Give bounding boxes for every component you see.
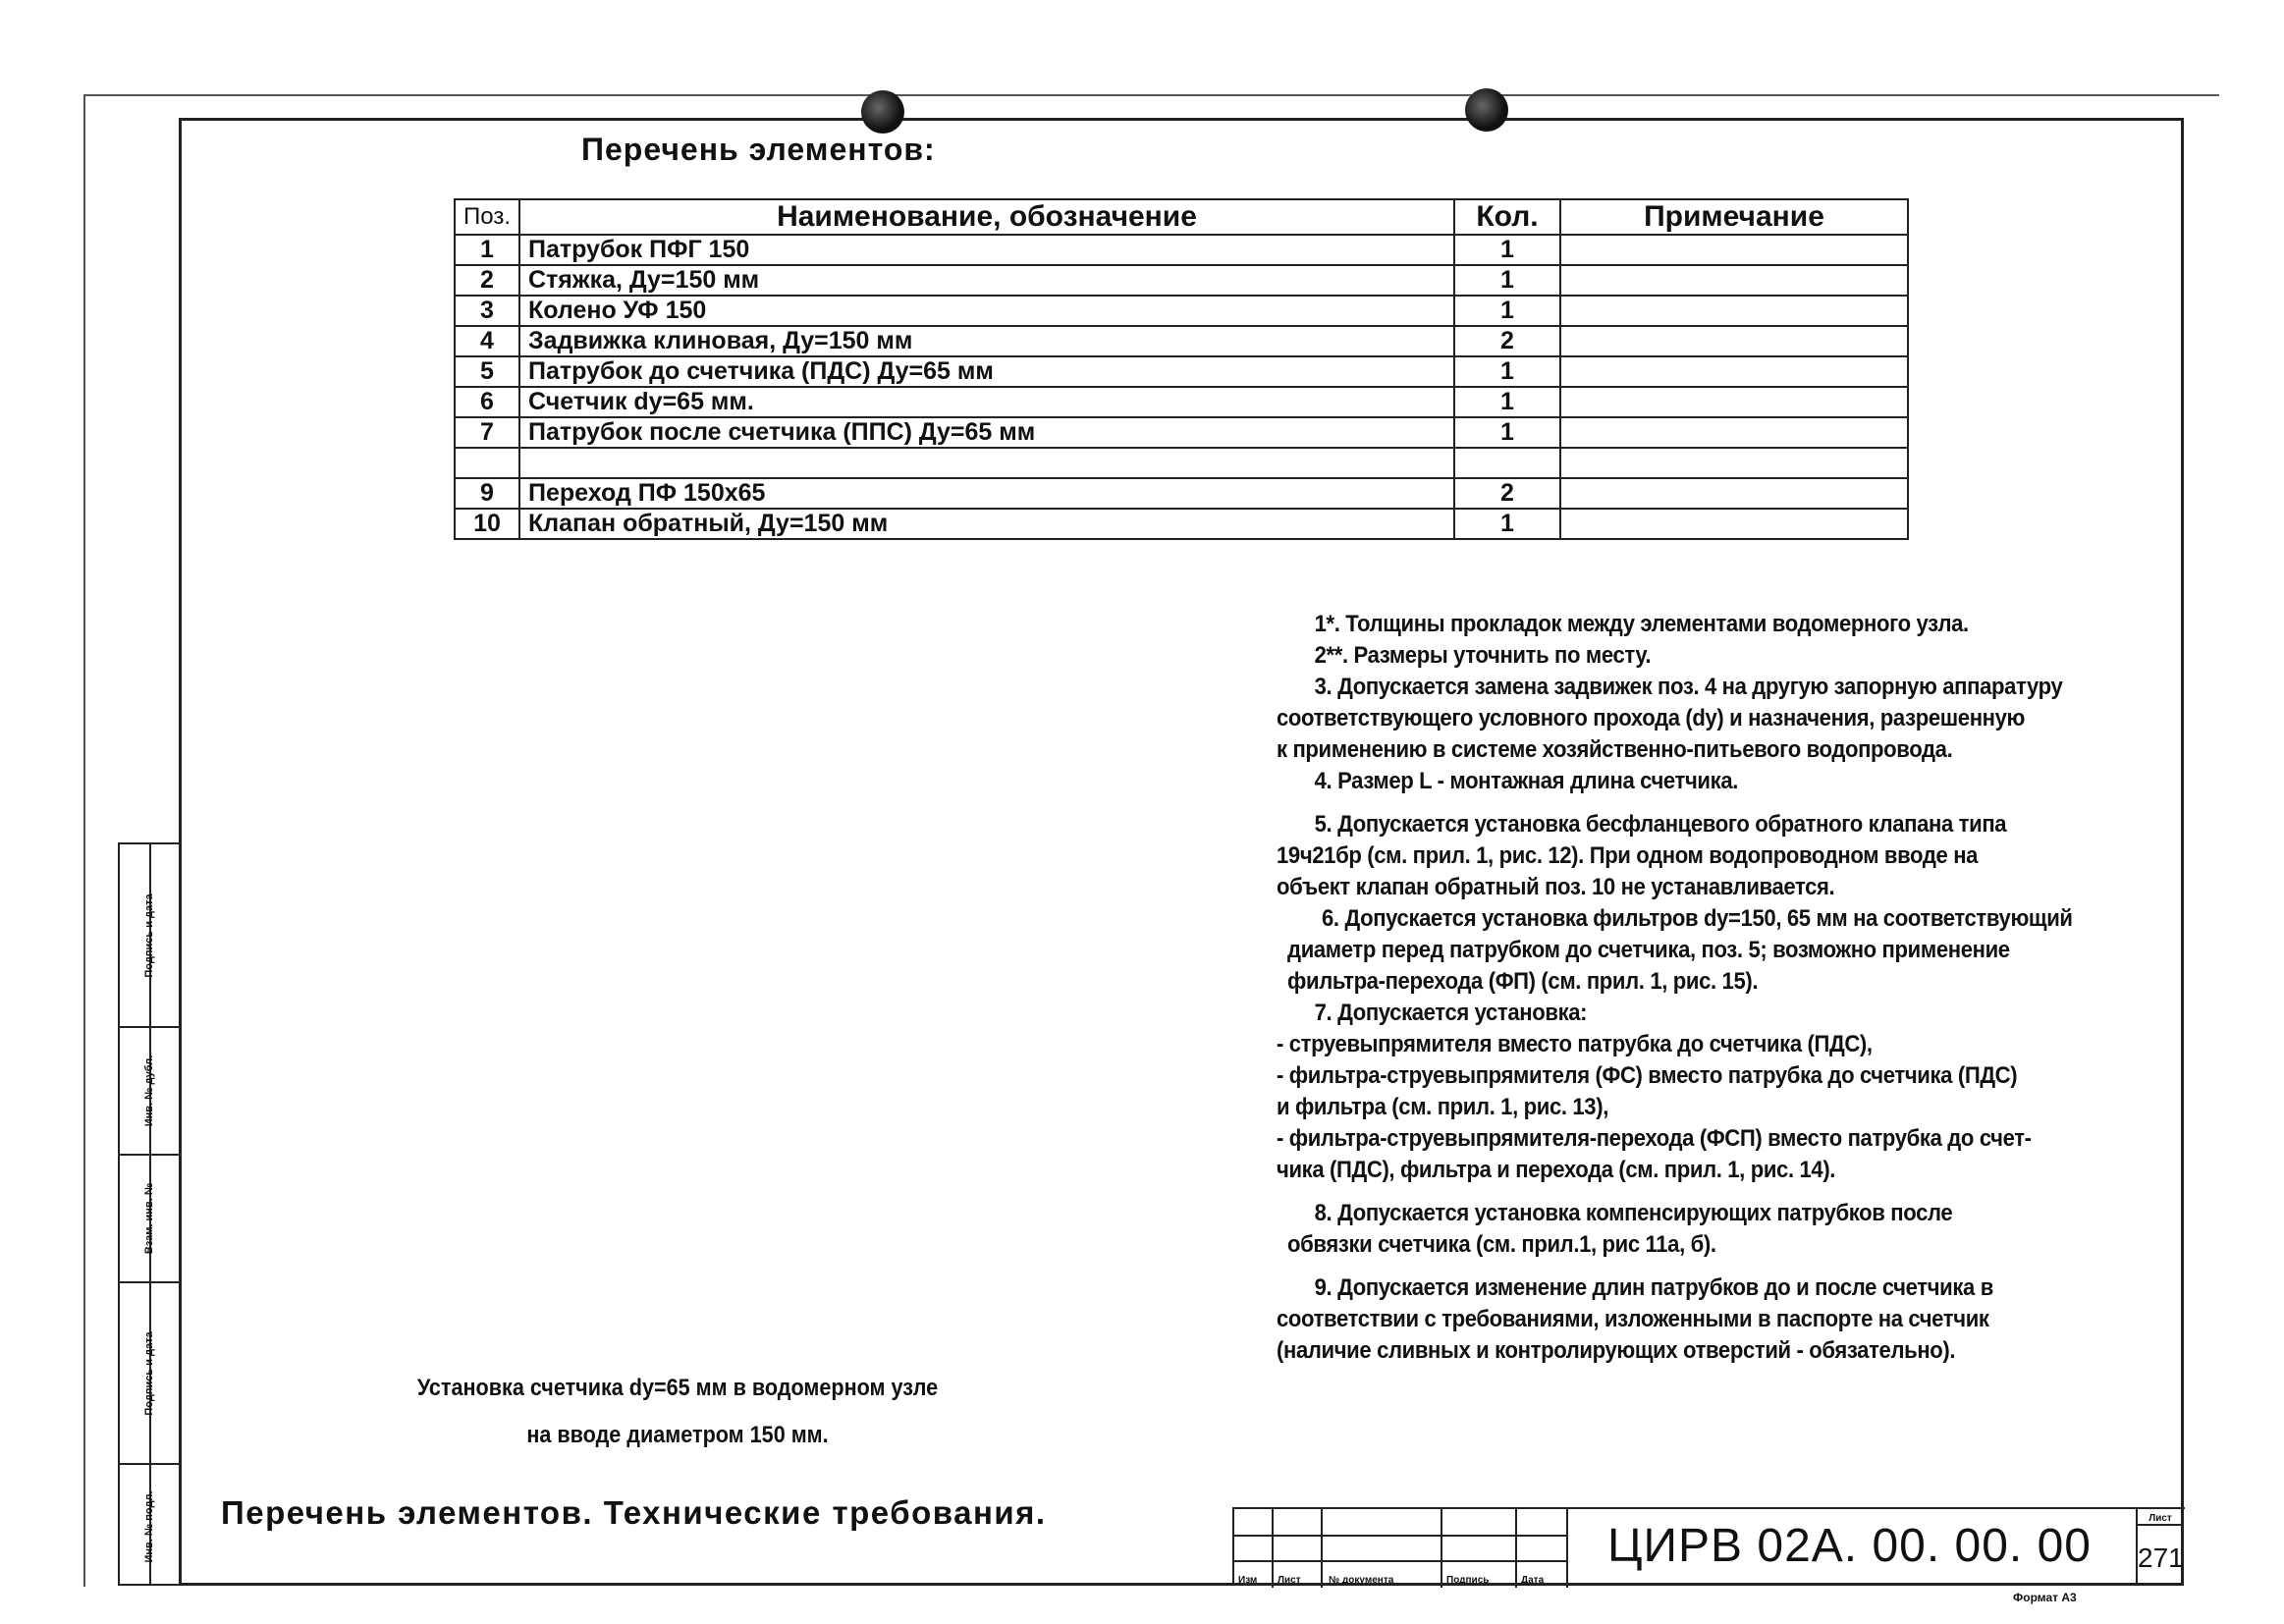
note-line: 3. Допускается замена задвижек поз. 4 на другую запорную аппаратуру bbox=[1314, 674, 2063, 700]
cell-note bbox=[1560, 509, 1908, 539]
document-code: ЦИРВ 02А. 00. 00. 00 bbox=[1607, 1520, 2092, 1572]
cell-name: Задвижка клиновая, Ду=150 мм bbox=[519, 326, 1454, 356]
caption-line: Установка счетчика dy=65 мм в водомерном узле bbox=[416, 1375, 939, 1401]
note-line: 9. Допускается изменение длин патрубков до и после счетчика в bbox=[1314, 1274, 1993, 1301]
cell-qty: 2 bbox=[1454, 478, 1560, 509]
cell-pos: 10 bbox=[455, 509, 519, 539]
note-line: - струевыпрямителя вместо патрубка до счетчика (ПДС), bbox=[1277, 1031, 1873, 1057]
cell-qty bbox=[1454, 448, 1560, 478]
cell-note bbox=[1560, 326, 1908, 356]
cell-note bbox=[1560, 356, 1908, 387]
grid-line bbox=[1566, 1509, 1568, 1588]
table-row bbox=[455, 265, 1908, 296]
drawing-caption bbox=[333, 1365, 1022, 1459]
header-qty: Кол. bbox=[1454, 199, 1560, 235]
grid-line bbox=[1234, 1535, 1568, 1537]
table-row bbox=[455, 417, 1908, 448]
note-line: 7. Допускается установка: bbox=[1314, 1000, 1588, 1026]
cell-qty: 1 bbox=[1454, 296, 1560, 326]
cell-note bbox=[1560, 448, 1908, 478]
cell-qty: 1 bbox=[1454, 265, 1560, 296]
cell-name: Клапан обратный, Ду=150 мм bbox=[519, 509, 1454, 539]
spacer bbox=[1277, 1186, 2117, 1198]
margin-cell-label: Подпись и дата bbox=[143, 893, 155, 978]
table-row bbox=[455, 387, 1908, 417]
grid-line bbox=[1441, 1509, 1442, 1588]
tb-label: Лист bbox=[1278, 1575, 1301, 1586]
note-line: - фильтра-струевыпрямителя (ФС) вместо патрубка до счетчика (ПДС) bbox=[1277, 1062, 2018, 1089]
margin-cell bbox=[120, 1281, 179, 1463]
table-row bbox=[455, 478, 1908, 509]
cell-pos: 3 bbox=[455, 296, 519, 326]
cell-name bbox=[519, 448, 1454, 478]
table-row bbox=[455, 448, 1908, 478]
cell-name: Счетчик dy=65 мм. bbox=[519, 387, 1454, 417]
caption-line: на вводе диаметром 150 мм. bbox=[526, 1422, 829, 1448]
cell-qty: 1 bbox=[1454, 356, 1560, 387]
margin-cell bbox=[120, 844, 179, 1026]
cell-note bbox=[1560, 265, 1908, 296]
cell-pos: 6 bbox=[455, 387, 519, 417]
note-line: чика (ПДС), фильтра и перехода (см. прил. 1, рис. 14). bbox=[1277, 1157, 1836, 1183]
cell-pos: 9 bbox=[455, 478, 519, 509]
note-line: фильтра-перехода (ФП) (см. прил. 1, рис. 15). bbox=[1287, 968, 1759, 995]
margin-cell-label: Подпись и дата bbox=[143, 1330, 155, 1416]
cell-note bbox=[1560, 296, 1908, 326]
punch-hole-mark bbox=[861, 90, 904, 134]
cell-pos: 2 bbox=[455, 265, 519, 296]
header-note: Примечание bbox=[1560, 199, 1908, 235]
cell-name: Переход ПФ 150х65 bbox=[519, 478, 1454, 509]
cell-pos: 5 bbox=[455, 356, 519, 387]
spacer bbox=[1277, 797, 2117, 809]
note-line: обвязки счетчика (см. прил.1, рис 11а, б). bbox=[1287, 1231, 1716, 1258]
tb-label: № документа bbox=[1329, 1575, 1394, 1586]
note-line: 4. Размер L - монтажная длина счетчика. bbox=[1314, 768, 1739, 794]
cell-pos: 1 bbox=[455, 235, 519, 265]
header-pos: Поз. bbox=[455, 199, 519, 235]
tb-label: Подпись bbox=[1446, 1575, 1490, 1586]
note-line: 1*. Толщины прокладок между элементами водомерного узла. bbox=[1314, 611, 1969, 637]
note-line: соответствии с требованиями, изложенными в паспорте на счетчик bbox=[1277, 1306, 1989, 1332]
page-title: Перечень элементов: bbox=[581, 132, 936, 167]
cell-qty: 2 bbox=[1454, 326, 1560, 356]
title-block-grid bbox=[1234, 1509, 1568, 1588]
margin-cell bbox=[120, 1154, 179, 1281]
technical-requirements bbox=[1277, 609, 2117, 1367]
cell-name: Патрубок после счетчика (ППС) Ду=65 мм bbox=[519, 417, 1454, 448]
cell-name: Патрубок до счетчика (ПДС) Ду=65 мм bbox=[519, 356, 1454, 387]
cell-note bbox=[1560, 235, 1908, 265]
title-block bbox=[1232, 1507, 2185, 1586]
grid-line bbox=[1515, 1509, 1517, 1588]
cell-qty: 1 bbox=[1454, 509, 1560, 539]
sheet-label: Лист bbox=[2138, 1513, 2183, 1526]
note-line: объект клапан обратный поз. 10 не устанавливается. bbox=[1277, 874, 1835, 900]
note-line: и фильтра (см. прил. 1, рис. 13), bbox=[1277, 1094, 1608, 1120]
sheet-title: Перечень элементов. Технические требования. bbox=[221, 1494, 1047, 1531]
cell-pos: 4 bbox=[455, 326, 519, 356]
cell-note bbox=[1560, 387, 1908, 417]
margin-cell bbox=[120, 1463, 179, 1588]
format-label: Формат А3 bbox=[2013, 1591, 2077, 1604]
note-line: диаметр перед патрубком до счетчика, поз. 5; возможно применение bbox=[1287, 937, 2010, 963]
cell-name: Колено УФ 150 bbox=[519, 296, 1454, 326]
note-line: 6. Допускается установка фильтров dy=150, 65 мм на соответствующий bbox=[1322, 905, 2073, 932]
outer-border-left bbox=[83, 94, 85, 1587]
note-line: 8. Допускается установка компенсирующих патрубков после bbox=[1314, 1200, 1953, 1226]
note-line: - фильтра-струевыпрямителя-перехода (ФСП) вместо патрубка до счет- bbox=[1277, 1125, 2032, 1152]
tb-label: Изм bbox=[1238, 1575, 1258, 1586]
grid-line bbox=[1234, 1560, 1568, 1562]
note-line: соответствующего условного прохода (dy) и назначения, разрешенную bbox=[1277, 705, 2026, 731]
margin-cell-label: Инв. № подл. bbox=[143, 1490, 155, 1562]
cell-pos: 7 bbox=[455, 417, 519, 448]
cell-pos bbox=[455, 448, 519, 478]
table-row bbox=[455, 356, 1908, 387]
note-line: 19ч21бр (см. прил. 1, рис. 12). При одном водопроводном вводе на bbox=[1277, 842, 1979, 869]
table-header-row bbox=[455, 199, 1908, 235]
note-line: к применению в системе хозяйственно-питьевого водопровода. bbox=[1277, 736, 1953, 763]
cell-name: Стяжка, Ду=150 мм bbox=[519, 265, 1454, 296]
margin-cell-label: Инв. № дубл. bbox=[143, 1055, 155, 1127]
cell-note bbox=[1560, 417, 1908, 448]
margin-cell bbox=[120, 1026, 179, 1154]
note-line: 5. Допускается установка бесфланцевого обратного клапана типа bbox=[1314, 811, 2007, 838]
header-name: Наименование, обозначение bbox=[519, 199, 1454, 235]
table-row bbox=[455, 509, 1908, 539]
cell-qty: 1 bbox=[1454, 417, 1560, 448]
grid-line bbox=[1321, 1509, 1323, 1588]
punch-hole-mark bbox=[1465, 88, 1508, 132]
sheet-number: 271 bbox=[2138, 1543, 2184, 1573]
tb-label: Дата bbox=[1521, 1575, 1545, 1586]
cell-qty: 1 bbox=[1454, 235, 1560, 265]
spacer bbox=[1277, 1261, 2117, 1272]
cell-note bbox=[1560, 478, 1908, 509]
margin-cell-label: Взам. инв. № bbox=[143, 1182, 155, 1255]
cell-name: Патрубок ПФГ 150 bbox=[519, 235, 1454, 265]
elements-table bbox=[454, 198, 1909, 540]
table-row bbox=[455, 235, 1908, 265]
margin-stamp bbox=[118, 842, 179, 1586]
table-row bbox=[455, 326, 1908, 356]
grid-line bbox=[1272, 1509, 1274, 1588]
sheet-cell bbox=[2136, 1509, 2183, 1586]
outer-border-top bbox=[83, 94, 2219, 96]
note-line: (наличие сливных и контролирующих отверстий - обязательно). bbox=[1277, 1337, 1956, 1364]
cell-qty: 1 bbox=[1454, 387, 1560, 417]
note-line: 2**. Размеры уточнить по месту. bbox=[1314, 642, 1652, 669]
table-row bbox=[455, 296, 1908, 326]
